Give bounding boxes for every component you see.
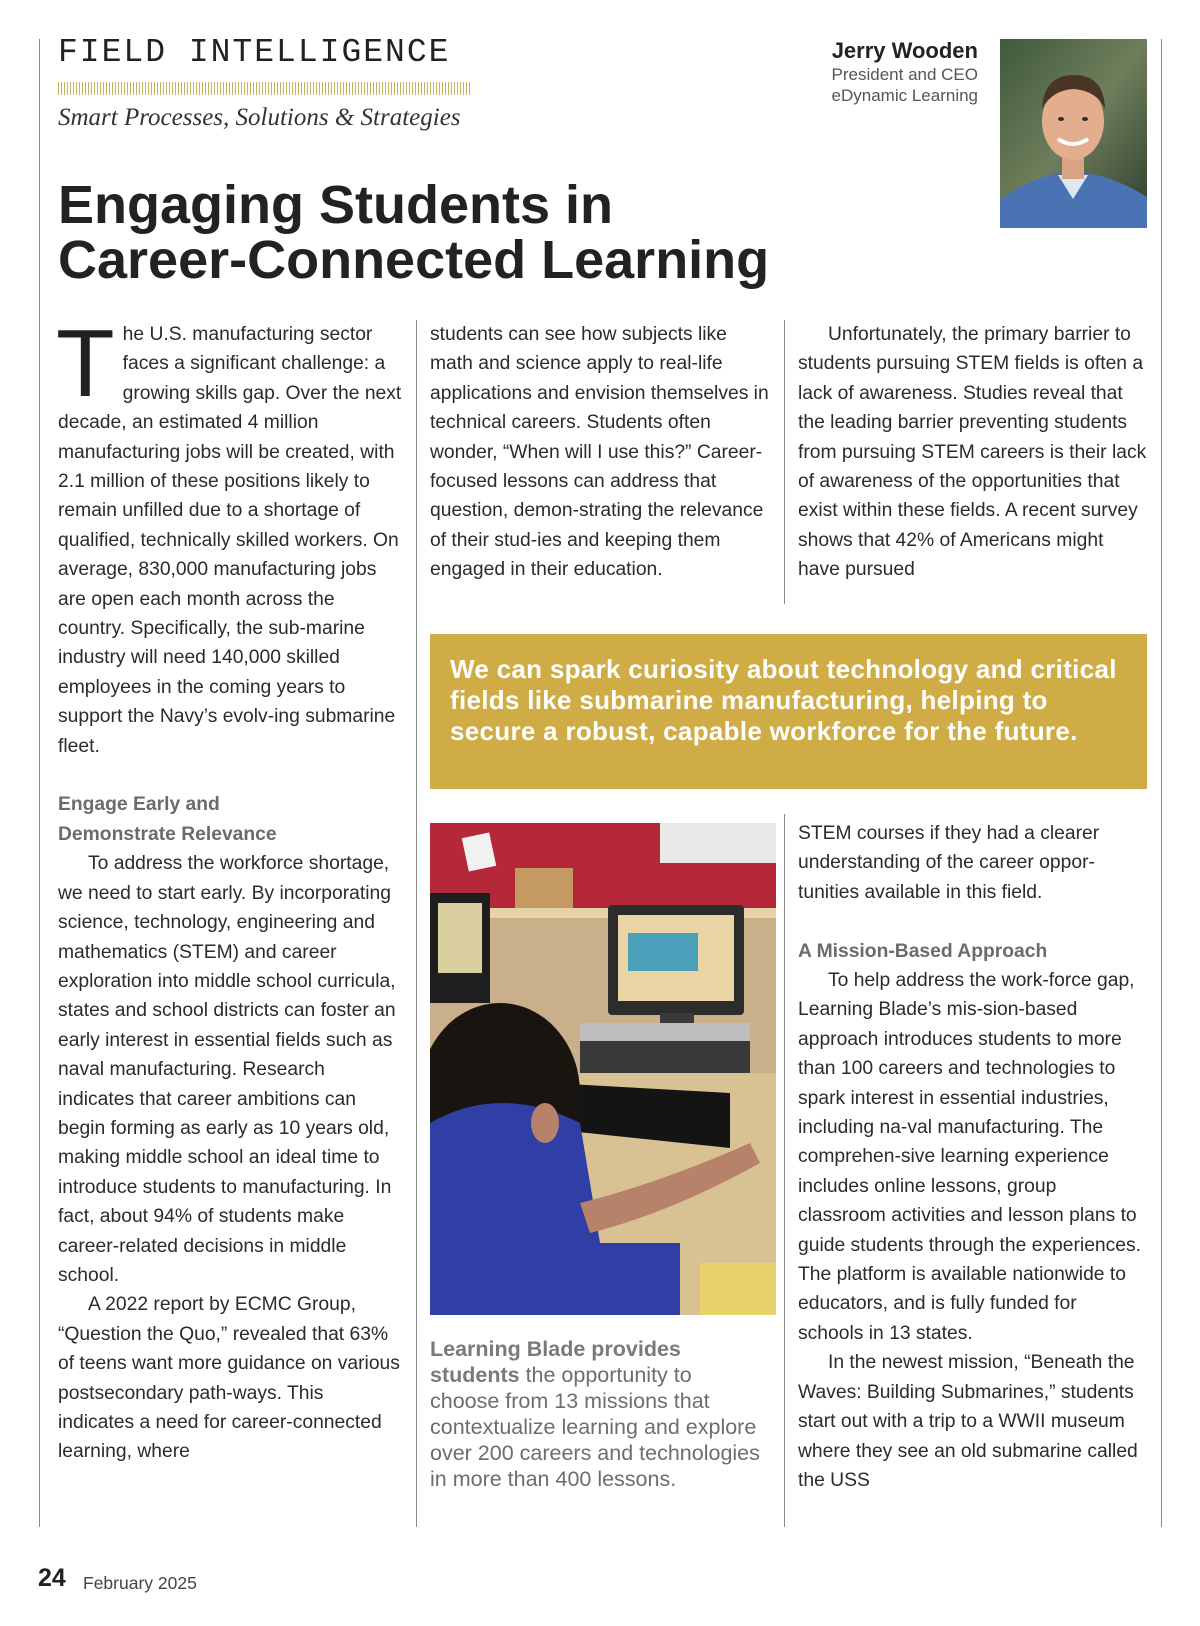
page-number: 24 xyxy=(38,1564,66,1592)
body-paragraph: A 2022 report by ECMC Group, “Question the Quo,” revealed that 63% of teens want more guidance on various postsecondary path-ways. This indicates a need for career-connected learning, where xyxy=(58,1294,400,1463)
right-page-rule xyxy=(1161,39,1162,1527)
drop-cap: T xyxy=(56,310,115,417)
article-headline xyxy=(58,175,918,290)
author-organization: eDynamic Learning xyxy=(831,86,978,105)
photo-caption xyxy=(430,1336,760,1492)
pull-quote: We can spark curiosity about technology and critical fields like submarine manufacturing, helping to secure a robust, capable workforce for the future. xyxy=(430,634,1147,789)
caption-lead: Learning Blade provides students xyxy=(430,1337,681,1387)
body-paragraph: In the newest mission, “Beneath the Waves: Building Submarines,” students start out with a trip to a WWII museum where they see an old submarine called the USS xyxy=(798,1352,1138,1491)
intro-paragraph xyxy=(56,310,403,761)
article-column-2 xyxy=(430,320,775,585)
column-rule-3 xyxy=(784,814,785,1527)
article-column-3-top xyxy=(798,320,1147,585)
column-rule-1 xyxy=(416,320,417,1527)
headline-line-1: Engaging Students in xyxy=(58,175,613,235)
author-name: Jerry Wooden xyxy=(831,38,978,63)
subhead-mission-based: A Mission-Based Approach xyxy=(798,940,1048,962)
section-title: FIELD INTELLIGENCE xyxy=(58,34,451,71)
classroom-photo xyxy=(430,823,776,1315)
body-paragraph: To help address the work-force gap, Learning Blade’s mis-sion-based approach introduces students to more than 100 careers and technologies to spark interest in essential industries, including na-val manufacturing. The comprehen-sive learning experience includes online lessons, group classroom activities and lesson plans to guide students through the experiences. The platform is available nationwide to educators, and is fully funded for schools in 13 states. xyxy=(798,970,1142,1344)
author-role: President and CEO xyxy=(831,65,978,84)
body-paragraph: students can see how subjects like math and science apply to real-life applications and envision themselves in technical careers. Students often wonder, “When will I use this?” Career-focused lessons can address that question, demon-strating the relevance of their stud-ies and keeping them engaged in their education. xyxy=(430,324,769,581)
section-tagline: Smart Processes, Solutions & Strategies xyxy=(58,104,461,131)
decorative-hatch-rule xyxy=(58,82,470,95)
left-page-rule xyxy=(39,39,40,1527)
column-rule-2 xyxy=(784,320,785,604)
intro-text: he U.S. manufacturing sector faces a significant challenge: a growing skills gap. Over the next decade, an estimated 4 million manufacturing jobs will be created, with 2.1 million of these positions likely to remain unfilled due to a shortage of qualified, technically skilled workers. On average, 830,000 manufacturing jobs are open each month across the country. Specifically, the sub-marine industry will need 140,000 skilled employees in the coming years to support the Navy’s evolv-ing submarine fleet. xyxy=(58,324,402,757)
author-portrait-photo xyxy=(1000,39,1147,228)
body-paragraph: STEM courses if they had a clearer understanding of the career oppor-tunities available in this field. xyxy=(798,823,1100,903)
paragraph-spacer xyxy=(798,907,1147,936)
issue-date: February 2025 xyxy=(83,1573,197,1593)
caption-text: the opportunity to choose from 13 missions that contextualize learning and explore over 200 careers and technologies in more than 400 lessons. xyxy=(430,1363,760,1491)
headline-line-2: Career-Connected Learning xyxy=(58,230,770,290)
subhead-engage-early: Engage Early and Demonstrate Relevance xyxy=(58,794,277,845)
body-paragraph: Unfortunately, the primary barrier to students pursuing STEM fields is often a lack of awareness. Studies reveal that the leading barrier preventing students from pursuing STEM careers is their lack of awareness of the opportunities that exist within these fields. A recent survey shows that 42% of Americans might have pursued xyxy=(798,324,1147,581)
body-paragraph: To address the workforce shortage, we need to start early. By incorporating science, technology, engineering and mathematics (STEM) and career exploration into middle school curricula, states and school districts can foster an early interest in essential fields such as naval manufacturing. Research indicates that career ambitions can begin forming as early as 10 years old, making middle school an ideal time to introduce students to manufacturing. In fact, about 94% of students make career-related decisions in middle school. xyxy=(58,853,396,1286)
article-column-3-bottom xyxy=(798,819,1147,1495)
paragraph-spacer xyxy=(58,761,403,790)
article-column-1 xyxy=(56,310,403,1467)
